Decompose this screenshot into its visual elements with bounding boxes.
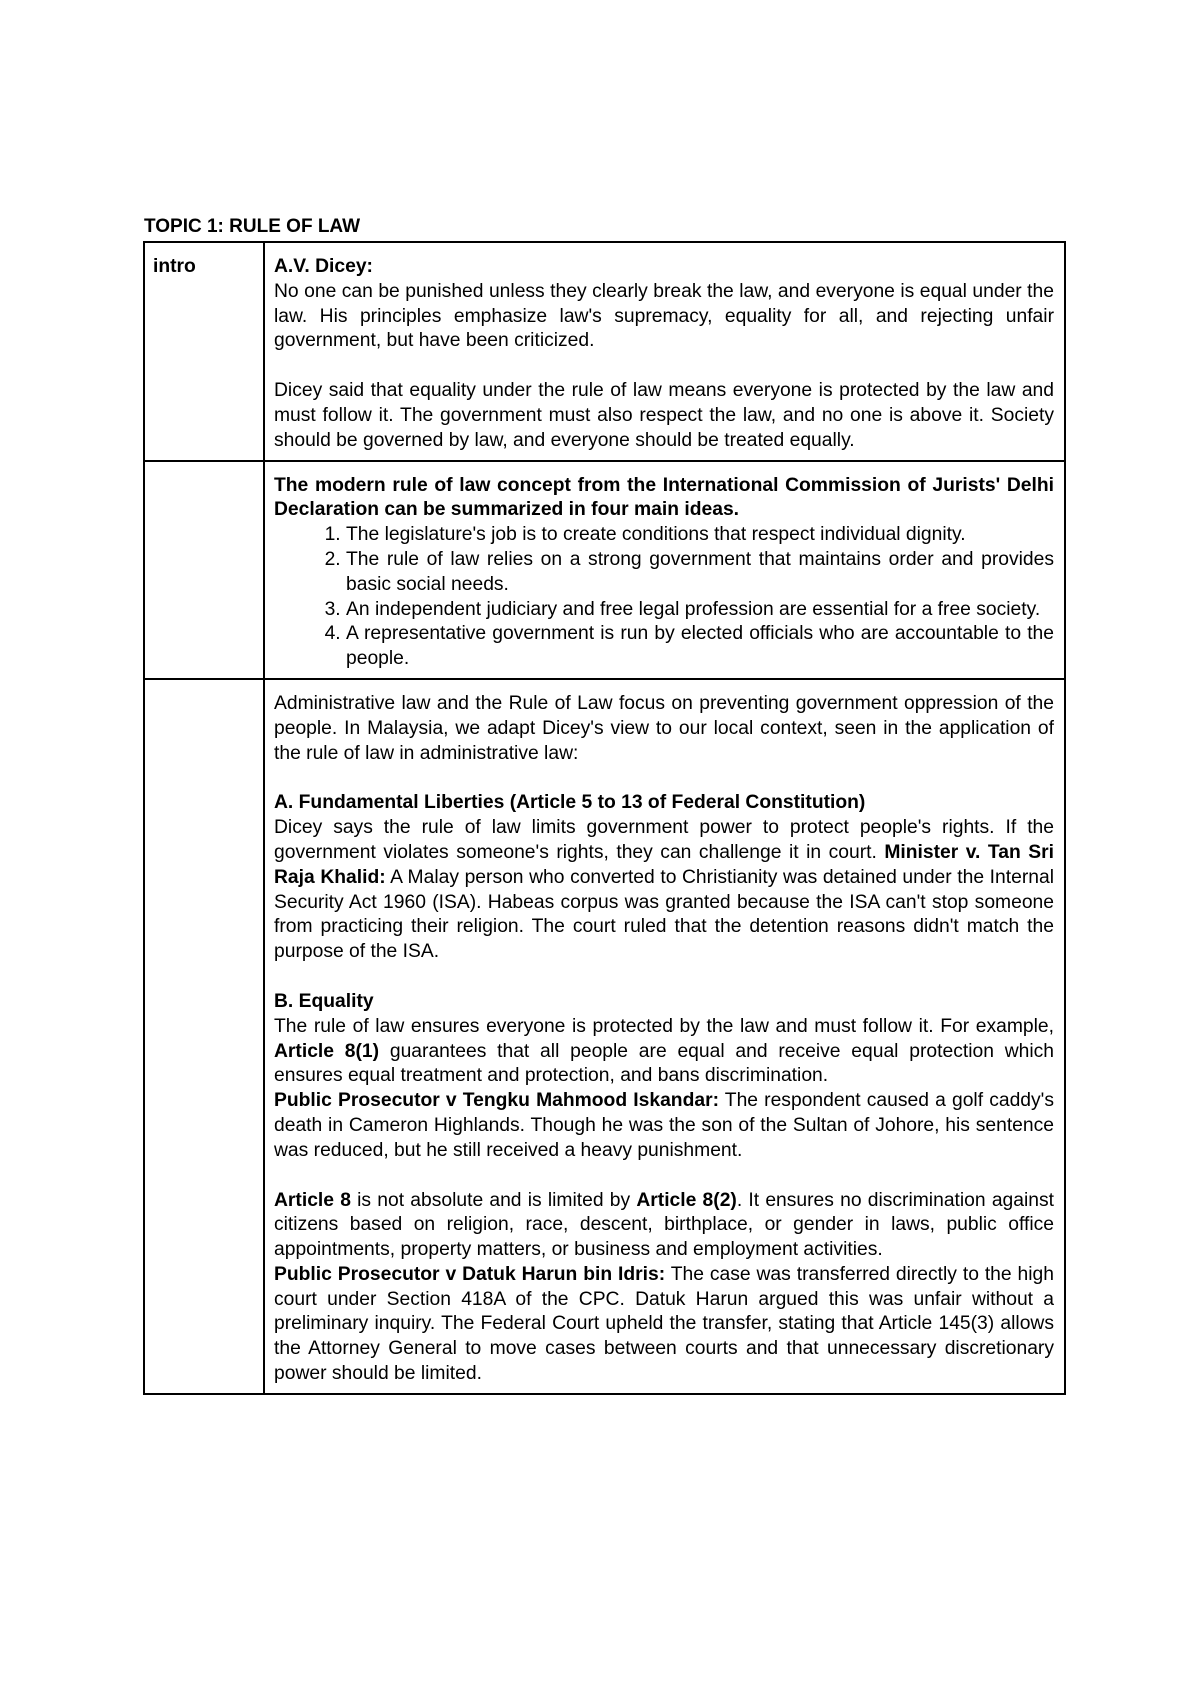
table-row-administrative-law xyxy=(144,679,1065,1394)
row-content xyxy=(264,461,1065,679)
paragraph: Administrative law and the Rule of Law focus on preventing government oppression of the people. In Malaysia, we adapt Dicey's view to our local context, seen in the application of the rule of law in administrative law: xyxy=(274,692,1054,764)
case-name: Public Prosecutor v Datuk Harun bin Idris: xyxy=(274,1263,666,1285)
list-item: 3. An independent judiciary and free legal profession are essential for a free society. xyxy=(346,598,1054,623)
paragraph: The rule of law ensures everyone is protected by the law and must follow it. For example, Article 8(1) guarantees that all people are equal and receive equal protection which ensures equal treatment and protection, and bans discrimination. xyxy=(274,1015,1054,1087)
row-label: intro xyxy=(144,242,264,461)
row-label xyxy=(144,679,264,1394)
article-ref: Article 8 xyxy=(274,1189,351,1211)
article-ref: Article 8(1) xyxy=(274,1040,380,1062)
numbered-list xyxy=(274,523,1054,672)
page-title: TOPIC 1: RULE OF LAW xyxy=(144,216,361,237)
section-heading: A.V. Dicey: xyxy=(274,256,373,277)
table-row-intro xyxy=(144,242,1065,461)
row-content xyxy=(264,242,1065,461)
list-item: 2. The rule of law relies on a strong government that maintains order and provides basic social needs. xyxy=(346,548,1054,598)
section-heading: A. Fundamental Liberties (Article 5 to 13 of Federal Constitution) xyxy=(274,792,866,814)
section-heading: The modern rule of law concept from the International Commission of Jurists' Delhi Declaration can be summarized in four main ideas. xyxy=(274,474,1054,521)
paragraph: No one can be punished unless they clearly break the law, and everyone is equal under the law. His principles emphasize law's supremacy, equality for all, and rejecting unfair government, but have been criticized. xyxy=(274,280,1054,352)
list-item: 4. A representative government is run by elected officials who are accountable to the people. xyxy=(346,622,1054,672)
section-heading: B. Equality xyxy=(274,990,374,1012)
paragraph: Dicey says the rule of law limits government power to protect people's rights. If the government violates someone's rights, they can challenge it in court. Minister v. Tan Sri Raja Khalid: A Malay person who converted to Christianity was detained under the Internal Security Act 1960 (ISA). Habeas corpus was granted because the ISA can't stop someone from practicing their religion. The court ruled that the detention reasons didn't match the purpose of the ISA. xyxy=(274,817,1054,963)
paragraph: Public Prosecutor v Datuk Harun bin Idris: The case was transferred directly to the high court under Section 418A of the CPC. Datuk Harun argued this was unfair without a preliminary inquiry. The Federal Court upheld the transfer, stating that Article 145(3) allows the Attorney General to move cases between courts and that unnecessary discretionary power should be limited. xyxy=(274,1263,1054,1385)
article-ref: Article 8(2) xyxy=(636,1189,737,1211)
paragraph: Article 8 is not absolute and is limited by Article 8(2). It ensures no discrimination against citizens based on religion, race, descent, birthplace, or gender in laws, public office appointments, property matters, or business and employment activities. xyxy=(274,1189,1055,1261)
paragraph: Public Prosecutor v Tengku Mahmood Iskandar: The respondent caused a golf caddy's death in Cameron Highlands. Though he was the son of the Sultan of Johore, his sentence was reduced, but he still received a heavy punishment. xyxy=(274,1090,1054,1161)
notes-table xyxy=(143,241,1066,1395)
paragraph: Dicey said that equality under the rule of law means everyone is protected by the law and must follow it. The government must also respect the law, and no one is above it. Society should be governed by law, and everyone should be treated equally. xyxy=(274,380,1054,451)
case-name: Minister v. Tan Sri Raja Khalid: xyxy=(274,841,1054,888)
table-row-delhi-declaration xyxy=(144,461,1065,679)
row-label xyxy=(144,461,264,679)
list-item: 1. The legislature's job is to create conditions that respect individual dignity. xyxy=(346,523,1054,548)
row-content xyxy=(264,679,1065,1394)
case-name: Public Prosecutor v Tengku Mahmood Iskandar: xyxy=(274,1090,719,1112)
